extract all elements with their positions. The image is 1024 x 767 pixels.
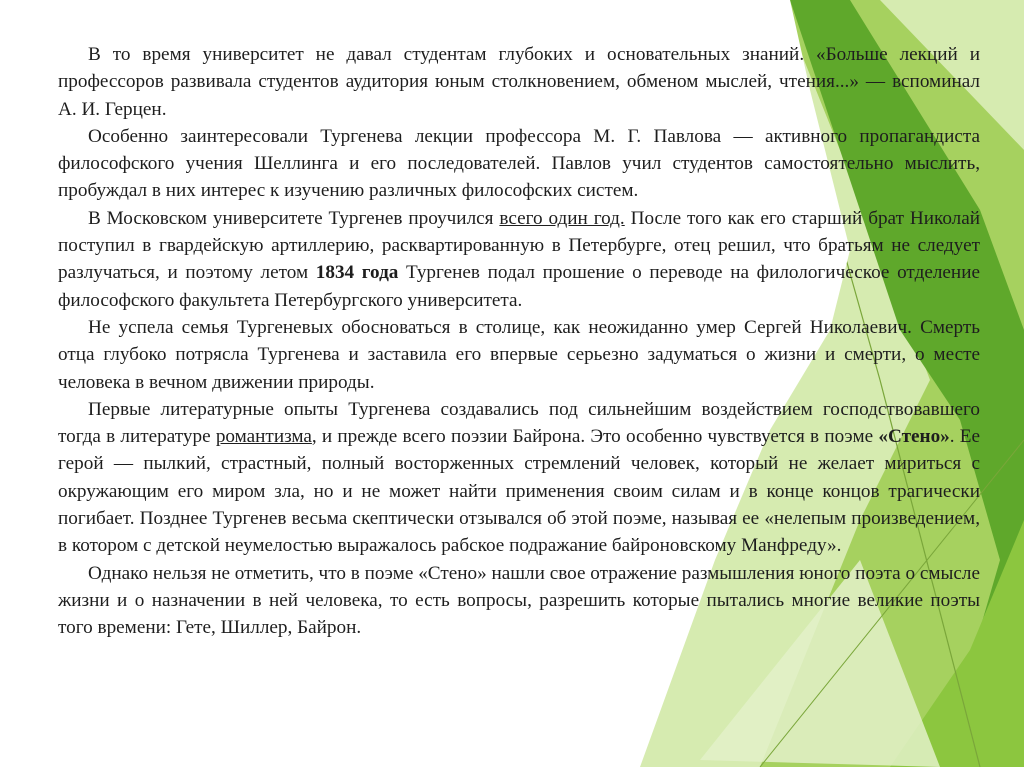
paragraph-5-text-b: , и прежде всего поэзии Байрона. Это особенно чувствуется в поэме: [311, 426, 879, 448]
paragraph-6: Однако нельзя не отметить, что в поэме «Стено» нашли свое отражение размышления юного поэта о смысле жизни и о назначении в ней человека, то есть вопросы, разрешить которые пытались многие великие поэты того времени: Гете, Шиллер, Байрон.: [58, 562, 980, 639]
paragraph-5-text-c: . Ее герой — пылкий, страстный, полный восторженных стремлений человек, который не желает мириться с окружающим его миром зла, но и не может найти применения своим силам и в конце концов трагически погибает. Позднее Тургенев весьма скептически отзывался об этой поэме, называя ее «нелепым произведением, в котором с детской неумелостью выражалось рабское подражание байроновскому Манфреду».: [58, 426, 981, 557]
paragraph-3-text-b: После того как его старший брат Николай поступил в гвардейскую артиллерию, расквартированную в Петербурге, отец решил, что братьям не следует разлучаться, и поэтому летом: [58, 207, 981, 284]
body-text: [58, 41, 980, 642]
paragraph-3: [58, 205, 980, 314]
paragraph-5: [58, 396, 980, 560]
paragraph-5-text-a: Первые литературные опыты Тургенева создавались под сильнейшим воздействием господствовавшего тогда в литературе: [58, 398, 980, 448]
paragraph-3-text-c: Тургенев подал прошение о переводе на филологическое отделение философского факультета Петербургского университета.: [58, 262, 980, 311]
romanticism-link[interactable]: романтизма: [215, 426, 312, 448]
paragraph-1: В то время университет не давал студентам глубоких и основательных знаний. «Больше лекций и профессоров развивала студентов аудитория юным столкновением, обменом мыслей, чтения...» — вспоминал А. И. Герцен.: [58, 44, 980, 120]
paragraph-3-text-a: В Московском университете Тургенев проучился: [88, 207, 500, 229]
paragraph-4: Не успела семья Тургеневых обосноваться в столице, как неожиданно умер Сергей Николаевич. Смерть отца глубоко потрясла Тургенева и заставила его впервые серьезно задуматься о жизни и смерти, о месте человека в вечном движении природы.: [58, 316, 980, 393]
paragraph-2: Особенно заинтересовали Тургенева лекции профессора М. Г. Павлова — активного пропагандиста философского учения Шеллинга и его последователей. Павлов учил студентов самостоятельно мыслить, пробуждал в них интерес к изучению различных философских систем.: [58, 125, 980, 202]
steno-title-bold: «Стено»: [878, 426, 950, 448]
year-1834-bold: 1834 года: [315, 262, 399, 284]
one-year-link[interactable]: всего один год.: [499, 207, 625, 229]
